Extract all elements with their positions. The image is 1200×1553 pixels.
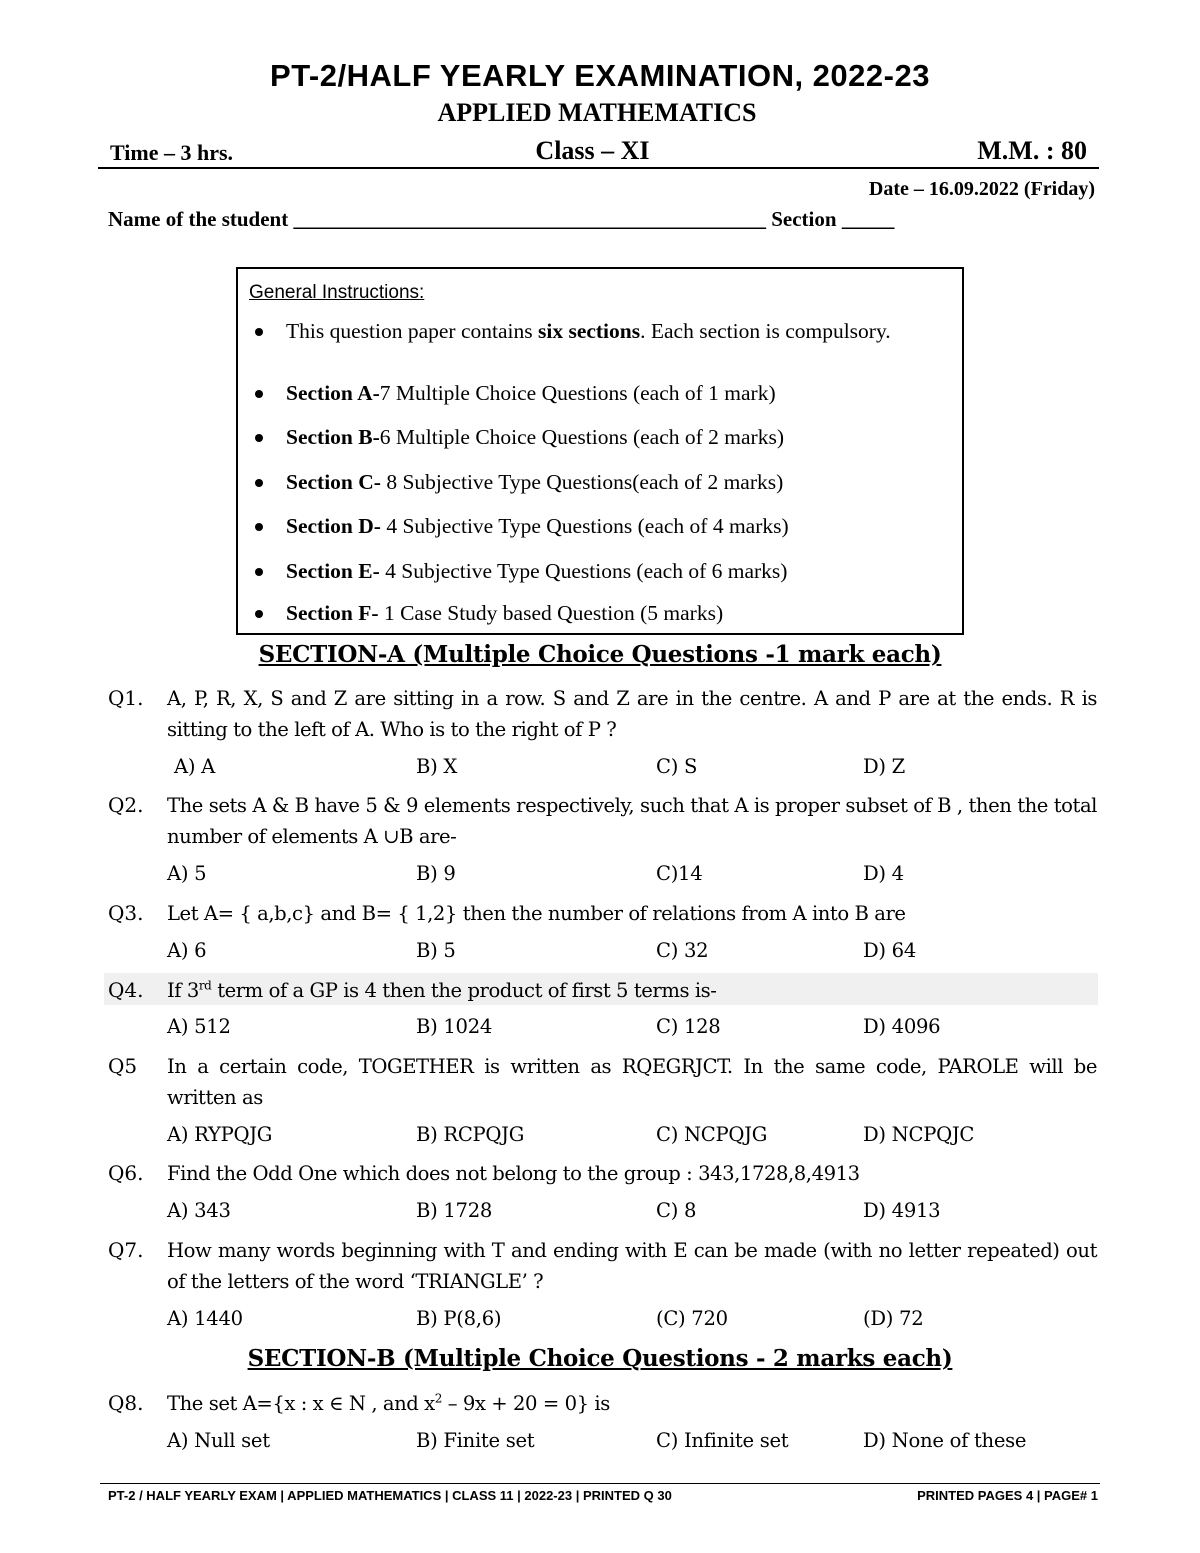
section-b-heading: SECTION-B (Multiple Choice Questions - 2 marks each) xyxy=(247,1345,953,1372)
option-d: D) 4096 xyxy=(863,1015,941,1038)
option-b: B) 5 xyxy=(416,939,456,962)
option-a: A) 5 xyxy=(167,862,207,885)
option-d: D) Z xyxy=(863,755,905,778)
option-d: D) 4913 xyxy=(863,1199,941,1222)
option-d: D) 64 xyxy=(863,939,917,962)
instruction-item: Section D- 4 Subjective Type Questions (each of 4 marks) xyxy=(286,511,926,541)
question-number: Q1. xyxy=(108,686,144,710)
instruction-item: Section C- 8 Subjective Type Questions(each of 2 marks) xyxy=(286,467,926,497)
bullet-icon xyxy=(255,610,263,618)
option-b: B) X xyxy=(416,755,458,778)
max-marks-label: M.M. : 80 xyxy=(977,136,1087,165)
instruction-item: Section E- 4 Subjective Type Questions (each of 6 marks) xyxy=(286,556,926,586)
student-name-line xyxy=(108,207,894,232)
footer-left: PT-2 / HALF YEARLY EXAM | APPLIED MATHEMATICS | CLASS 11 | 2022-23 | PRINTED Q 30 xyxy=(108,1488,672,1503)
question-text: Let A= { a,b,c} and B= { 1,2} then the number of relations from A into B are xyxy=(167,902,906,925)
option-c: C) 128 xyxy=(656,1015,721,1038)
bullet-icon xyxy=(255,523,263,531)
subject-title: APPLIED MATHEMATICS xyxy=(437,98,757,127)
general-instructions-box xyxy=(236,267,964,635)
option-a: A) 512 xyxy=(167,1015,231,1038)
option-b: B) 1728 xyxy=(416,1199,493,1222)
header-divider xyxy=(98,167,1099,169)
question-number: Q4. xyxy=(108,978,144,1002)
option-a: A) RYPQJG xyxy=(167,1123,273,1146)
question-text: A, P, R, X, S and Z are sitting in a row. S and Z are in the centre. A and P are at the ends. R is sitting to the left of A. Who is to the right of P ? xyxy=(167,687,1097,741)
footer-divider xyxy=(100,1483,1100,1484)
instruction-item: This question paper contains six sections. Each section is compulsory. xyxy=(286,316,926,346)
name-blank: _____________________________________________ xyxy=(293,207,766,231)
question-text: If 3rd term of a GP is 4 then the product of first 5 terms is- xyxy=(167,978,717,1002)
question-number: Q6. xyxy=(108,1161,144,1185)
question-number: Q3. xyxy=(108,901,144,925)
option-d: D) NCPQJC xyxy=(863,1123,975,1146)
option-c: (C) 720 xyxy=(656,1307,728,1330)
instruction-item: Section F- 1 Case Study based Question (5 marks) xyxy=(286,598,926,628)
exam-date: Date – 16.09.2022 (Friday) xyxy=(868,178,1095,200)
time-label: Time – 3 hrs. xyxy=(110,140,234,165)
question-number: Q2. xyxy=(108,793,144,817)
option-a: A) Null set xyxy=(167,1429,270,1452)
option-c: C) Infinite set xyxy=(656,1429,789,1452)
question-number: Q8. xyxy=(108,1391,144,1415)
bullet-icon xyxy=(255,328,263,336)
option-c: C) 8 xyxy=(656,1199,697,1222)
question-number: Q7. xyxy=(108,1238,144,1262)
option-d: D) 4 xyxy=(863,862,904,885)
question-text: The set A={x : x ∈ N , and $x^2 - 9x + 20 = 0$} is xyxy=(167,1391,610,1415)
option-a: A) A xyxy=(174,755,215,778)
option-b: B) Finite set xyxy=(416,1429,535,1452)
name-label: Name of the student xyxy=(108,207,289,231)
question-text: Find the Odd One which does not belong to the group : 343,1728,8,4913 xyxy=(167,1162,860,1185)
bullet-icon xyxy=(255,434,263,442)
option-c: C) NCPQJG xyxy=(656,1123,768,1146)
option-a: A) 1440 xyxy=(167,1307,243,1330)
question-text: The sets A & B have 5 & 9 elements respectively, such that A is proper subset of B , then the total number of elements A ∪B are- xyxy=(167,794,1097,848)
section-label: Section xyxy=(771,207,837,231)
option-a: A) 343 xyxy=(167,1199,231,1222)
bullet-icon xyxy=(255,568,263,576)
instructions-title: General Instructions: xyxy=(249,282,425,303)
class-label: Class – XI xyxy=(535,136,650,165)
question-text: How many words beginning with T and ending with E can be made (with no letter repeated) out of the letters of the word ‘TRIANGLE’ ? xyxy=(167,1239,1097,1293)
section-a-heading: SECTION-A (Multiple Choice Questions -1 mark each) xyxy=(258,641,942,668)
option-b: B) P(8,6) xyxy=(416,1307,502,1330)
option-b: B) 1024 xyxy=(416,1015,493,1038)
option-d: D) None of these xyxy=(863,1429,1027,1452)
option-c: C)14 xyxy=(656,862,703,885)
bullet-icon xyxy=(255,479,263,487)
section-blank: _____ xyxy=(841,207,895,231)
option-b: B) RCPQJG xyxy=(416,1123,525,1146)
bullet-icon xyxy=(255,390,263,398)
option-c: C) 32 xyxy=(656,939,709,962)
option-c: C) S xyxy=(656,755,698,778)
question-text: In a certain code, TOGETHER is written as RQEGRJCT. In the same code, PAROLE will be written as xyxy=(167,1055,1097,1109)
exam-title: PT-2/HALF YEARLY EXAMINATION, 2022-23 xyxy=(270,58,930,93)
footer-right: PRINTED PAGES 4 | PAGE# 1 xyxy=(917,1488,1098,1503)
option-b: B) 9 xyxy=(416,862,456,885)
option-d: (D) 72 xyxy=(863,1307,924,1330)
question-number: Q5 xyxy=(108,1054,138,1078)
instruction-item: Section A-7 Multiple Choice Questions (each of 1 mark) xyxy=(286,378,926,408)
instruction-item: Section B-6 Multiple Choice Questions (each of 2 marks) xyxy=(286,422,926,452)
option-a: A) 6 xyxy=(167,939,207,962)
